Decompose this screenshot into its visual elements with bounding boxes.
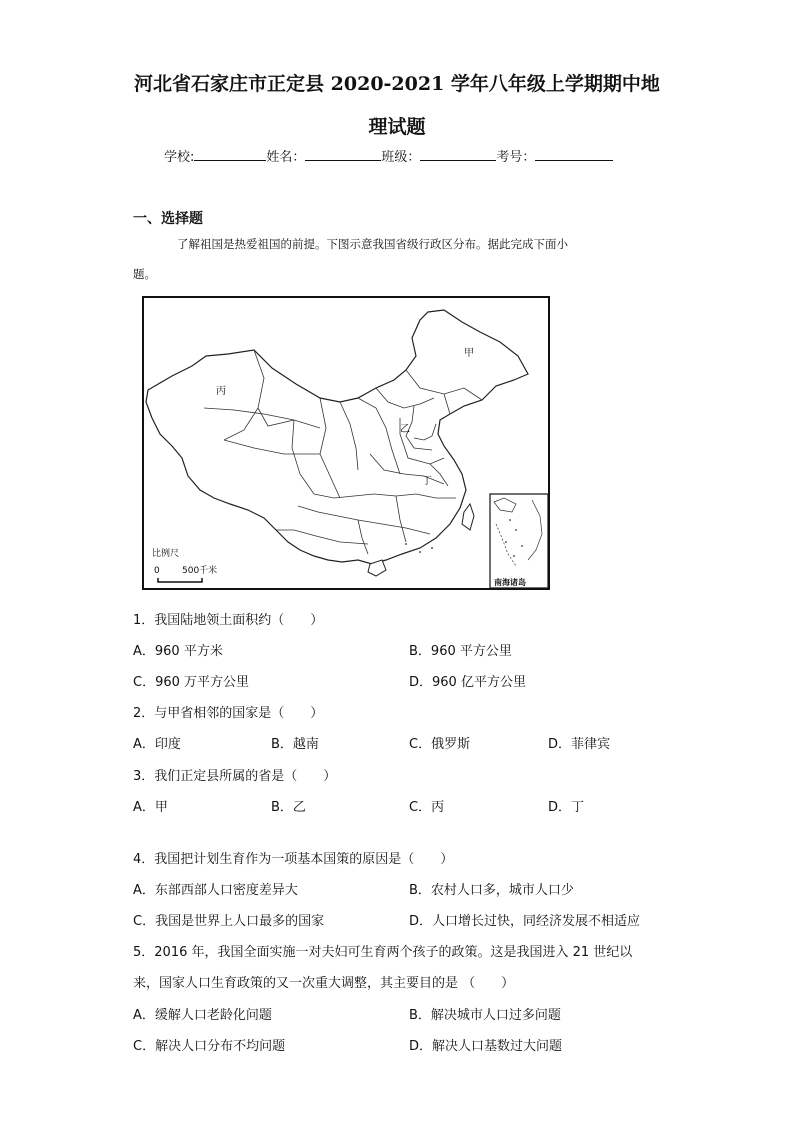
q5-option-a[interactable]: A．缓解人口老龄化问题 xyxy=(133,1008,272,1023)
scale-bar xyxy=(158,578,202,582)
scale-title: 比例尺 xyxy=(152,549,180,559)
q1-option-b[interactable]: B．960 平方公里 xyxy=(409,644,512,659)
question-3-stem: 3．我们正定县所属的省是（ ） xyxy=(133,769,337,784)
number-blank[interactable] xyxy=(535,147,613,161)
q4-option-d[interactable]: D．人口增长过快，同经济发展不相适应 xyxy=(409,914,641,929)
school-blank[interactable] xyxy=(194,147,266,161)
q1-option-c[interactable]: C．960 万平方公里 xyxy=(133,675,250,690)
q3-option-c[interactable]: C．丙 xyxy=(409,800,445,815)
intro-text-line-1: 了解祖国是热爱祖国的前提。下图示意我国省级行政区分布。据此完成下面小 xyxy=(177,237,568,251)
number-label: 考号： xyxy=(496,150,536,165)
q2-option-a[interactable]: A．印度 xyxy=(133,737,181,752)
q5-option-b[interactable]: B．解决城市人口过多问题 xyxy=(409,1008,561,1023)
q4-option-c[interactable]: C．我国是世界上人口最多的国家 xyxy=(133,914,325,929)
q4-option-b[interactable]: B．农村人口多，城市人口少 xyxy=(409,883,574,898)
scale-value: 500千米 xyxy=(182,566,218,576)
q2-option-b[interactable]: B．越南 xyxy=(271,737,319,752)
q2-option-c[interactable]: C．俄罗斯 xyxy=(409,737,471,752)
q3-option-a[interactable]: A．甲 xyxy=(133,800,168,815)
scale-zero: 0 xyxy=(154,566,160,576)
q4-option-a[interactable]: A．东部西部人口密度差异大 xyxy=(133,883,298,898)
question-2-stem: 2．与甲省相邻的国家是（ ） xyxy=(133,706,324,721)
taiwan-island xyxy=(462,504,474,530)
name-label: 姓名： xyxy=(266,150,306,165)
student-info-row xyxy=(164,146,613,165)
q1-option-a[interactable]: A．960 平方米 xyxy=(133,644,223,659)
label-yi: 乙 xyxy=(400,424,410,435)
question-5-stem-line-1: 5．2016 年，我国全面实施一对夫妇可生育两个孩子的政策。这是我国进入 21 世纪以 xyxy=(133,945,633,960)
question-1-stem: 1．我国陆地领土面积约（ ） xyxy=(133,613,324,628)
q5-option-d[interactable]: D．解决人口基数过大问题 xyxy=(409,1039,563,1054)
class-blank[interactable] xyxy=(420,147,496,161)
inset-label: 南海诸岛 xyxy=(494,578,526,587)
label-ding: 丁 xyxy=(422,476,432,487)
label-bing: 丙 xyxy=(216,386,226,397)
exam-title-line-1: 河北省石家庄市正定县 2020-2021 学年八年级上学期期中地 xyxy=(134,73,660,95)
label-jia: 甲 xyxy=(464,348,474,359)
question-5-stem-line-2: 来，国家人口生育政策的又一次重大调整，其主要目的是 （ ） xyxy=(133,976,515,991)
q3-option-d[interactable]: D．丁 xyxy=(548,800,585,815)
question-4-stem: 4．我国把计划生育作为一项基本国策的原因是（ ） xyxy=(133,852,454,867)
china-province-map xyxy=(142,296,550,590)
section-heading: 一、选择题 xyxy=(133,211,203,227)
school-label: 学校: xyxy=(164,150,195,165)
exam-title-line-2: 理试题 xyxy=(368,116,426,138)
q3-option-b[interactable]: B．乙 xyxy=(271,800,306,815)
class-label: 班级： xyxy=(381,150,421,165)
q1-option-d[interactable]: D．960 亿平方公里 xyxy=(409,675,526,690)
q2-option-d[interactable]: D．菲律宾 xyxy=(548,737,611,752)
q5-option-c[interactable]: C．解决人口分布不均问题 xyxy=(133,1039,286,1054)
name-blank[interactable] xyxy=(305,147,381,161)
intro-text-line-2: 题。 xyxy=(133,267,156,281)
